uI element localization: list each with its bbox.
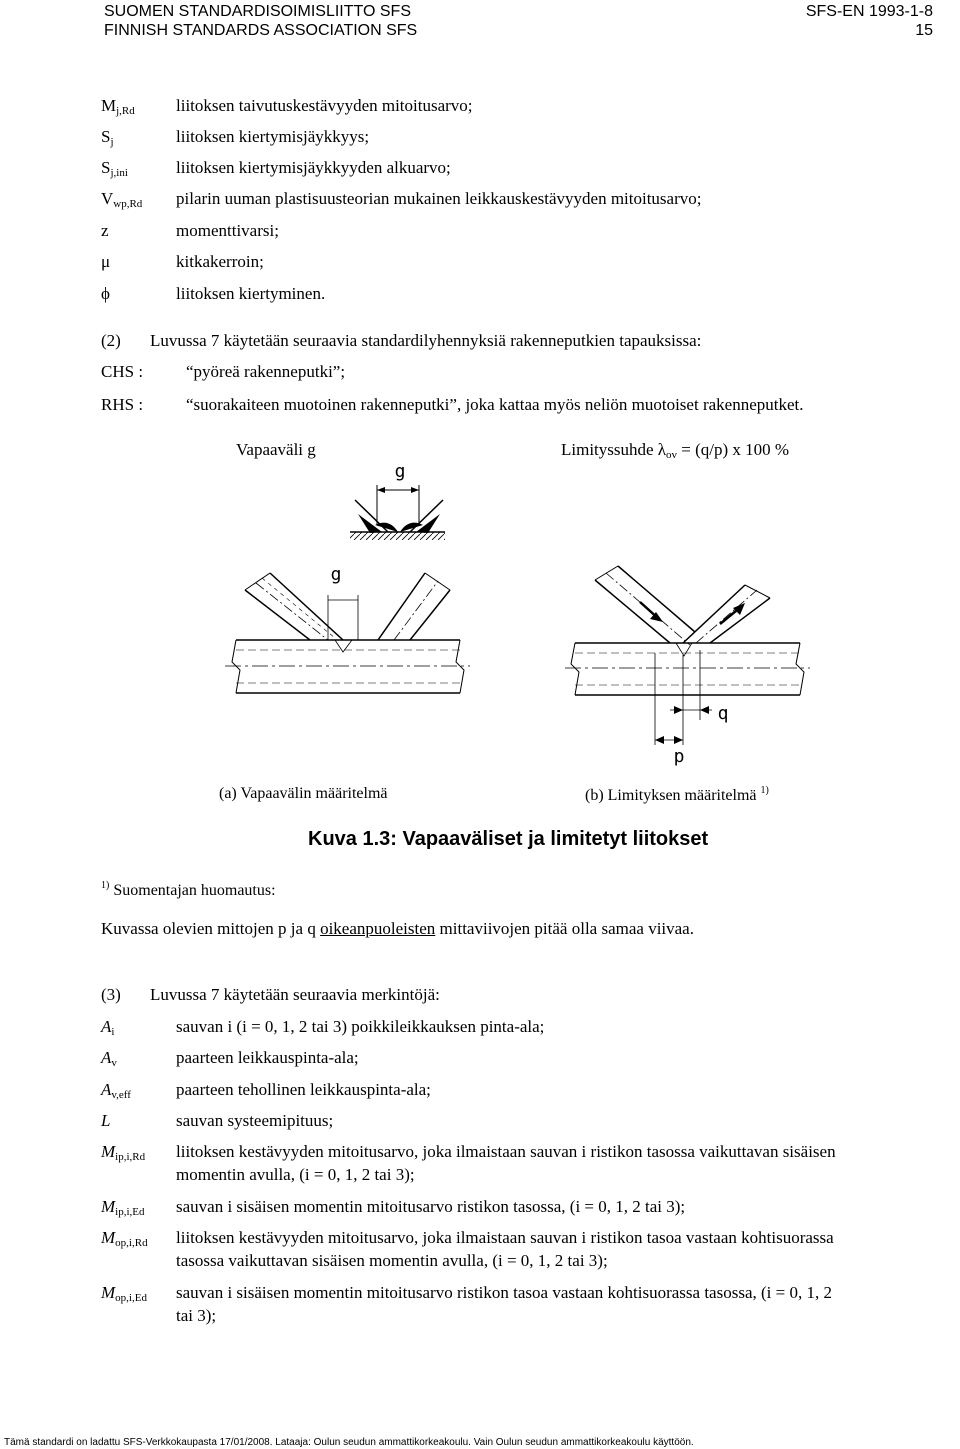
para2-text: Luvussa 7 käytetään seuraavia standardilyhennyksiä rakenneputkien tapauksissa:: [150, 331, 702, 350]
translator-note-text: Kuvassa olevien mittojen p ja q oikeanpuoleisten mittaviivojen pitää olla samaa viivaa.: [101, 919, 694, 938]
overlap-title: Limityssuhde $\lambda_{ov} = (q/p)$ x 100 %: [561, 440, 790, 461]
symbol-definition: kitkakerroin;: [176, 252, 264, 271]
rhs-abbr: RHS :: [101, 395, 144, 414]
symbol-definition: liitoksen kestävyyden mitoitusarvo, joka ilmaistaan sauvan i ristikon tasoa vastaan kohtisuorassa: [176, 1228, 834, 1247]
symbol: $M_{ip,i,Ed}$: [101, 1197, 145, 1218]
header-page-number: 15: [915, 22, 933, 39]
symbol-definition: momenttivarsi;: [176, 221, 279, 240]
symbol: L: [101, 1111, 111, 1130]
symbol-definition-cont: tasossa vaikuttavan sisäisen momentin avulla, (i = 0, 1, 2 tai 3);: [176, 1251, 608, 1270]
symbol: $A_v$: [101, 1048, 117, 1069]
header-org-en: FINNISH STANDARDS ASSOCIATION SFS: [104, 22, 418, 39]
symbol-definition: sauvan systeemipituus;: [176, 1111, 334, 1130]
symbol-definition: liitoksen kiertyminen.: [176, 284, 326, 303]
gap-title: Vapaaväli g: [236, 440, 316, 459]
para3-number: (3): [101, 985, 121, 1004]
symbol: $A_{v,eff}$: [101, 1080, 131, 1101]
weld-gap-label: g: [394, 461, 406, 482]
symbol-definition: liitoksen kiertymisjäykkyyden alkuarvo;: [176, 158, 451, 177]
download-footer: Tämä standardi on ladattu SFS-Verkkokaupasta 17/01/2008. Lataaja: Oulun seudun ammattikorkeakoulu. Vain Oulun seudun ammattikorkeakoulu käyttöön.: [4, 1437, 694, 1448]
symbol-definition-cont: tai 3);: [176, 1306, 217, 1325]
q-label: q: [717, 703, 729, 724]
symbol-definition: paarteen tehollinen leikkauspinta-ala;: [176, 1080, 431, 1099]
caption-a: (a) Vapaavälin määritelmä: [219, 785, 388, 802]
symbol: $M_{op,i,Rd}$: [101, 1228, 148, 1249]
symbol-definition: liitoksen kestävyyden mitoitusarvo, joka ilmaistaan sauvan i ristikon tasossa vaikuttavan sisäisen: [176, 1142, 836, 1161]
symbol-definition: paarteen leikkauspinta-ala;: [176, 1048, 359, 1067]
symbol-definition: sauvan i sisäisen momentin mitoitusarvo ristikon tasoa vastaan kohtisuorassa tasossa, (i = 0, 1, 2: [176, 1283, 832, 1302]
symbol-definition: liitoksen taivutuskestävyyden mitoitusarvo;: [176, 96, 473, 115]
symbol-definition: pilarin uuman plastisuusteorian mukainen leikkauskestävyyden mitoitusarvo;: [176, 189, 702, 208]
chs-definition: “pyöreä rakenneputki”;: [186, 362, 346, 381]
symbol: $S_j$: [101, 127, 114, 148]
p-label: p: [673, 746, 685, 767]
para2-number: (2): [101, 331, 121, 350]
symbol-definition: liitoksen kiertymisjäykkyys;: [176, 127, 370, 146]
figure-title: Kuva 1.3: Vapaaväliset ja limitetyt liitokset: [308, 828, 709, 850]
symbol: $A_i$: [101, 1017, 115, 1038]
symbol: μ: [101, 252, 111, 271]
symbol: ϕ: [101, 284, 110, 303]
symbol: $M_{op,i,Ed}$: [101, 1283, 147, 1304]
gap-joint-drawing: [225, 564, 470, 693]
weld-detail: [350, 461, 445, 540]
translator-note-label: $^{1)}$ Suomentajan huomautus:: [101, 880, 276, 899]
chs-abbr: CHS :: [101, 362, 144, 381]
overlap-joint-drawing: [565, 566, 810, 767]
symbol-definition-cont: momentin avulla, (i = 0, 1, 2 tai 3);: [176, 1165, 415, 1184]
symbol-definition: sauvan i (i = 0, 1, 2 tai 3) poikkileikkauksen pinta-ala;: [176, 1017, 545, 1036]
para3-text: Luvussa 7 käytetään seuraavia merkintöjä:: [150, 985, 440, 1004]
caption-b: (b) Limityksen määritelmä $^{1)}$: [585, 785, 769, 804]
symbol: $V_{wp,Rd}$: [101, 189, 143, 210]
symbol: z: [101, 221, 109, 240]
symbol: $M_{ip,i,Rd}$: [101, 1142, 146, 1163]
header-standard: SFS-EN 1993-1-8: [805, 3, 933, 20]
symbol: $M_{j,Rd}$: [101, 96, 135, 117]
rhs-definition: “suorakaiteen muotoinen rakenneputki”, joka kattaa myös neliön muotoiset rakenneputket.: [186, 395, 804, 414]
header-org-fi: SUOMEN STANDARDISOIMISLIITTO SFS: [104, 3, 411, 20]
symbol: $S_{j,ini}$: [101, 158, 128, 179]
symbol-definition: sauvan i sisäisen momentin mitoitusarvo ristikon tasossa, (i = 0, 1, 2 tai 3);: [176, 1197, 686, 1216]
gap-label: g: [330, 564, 342, 585]
